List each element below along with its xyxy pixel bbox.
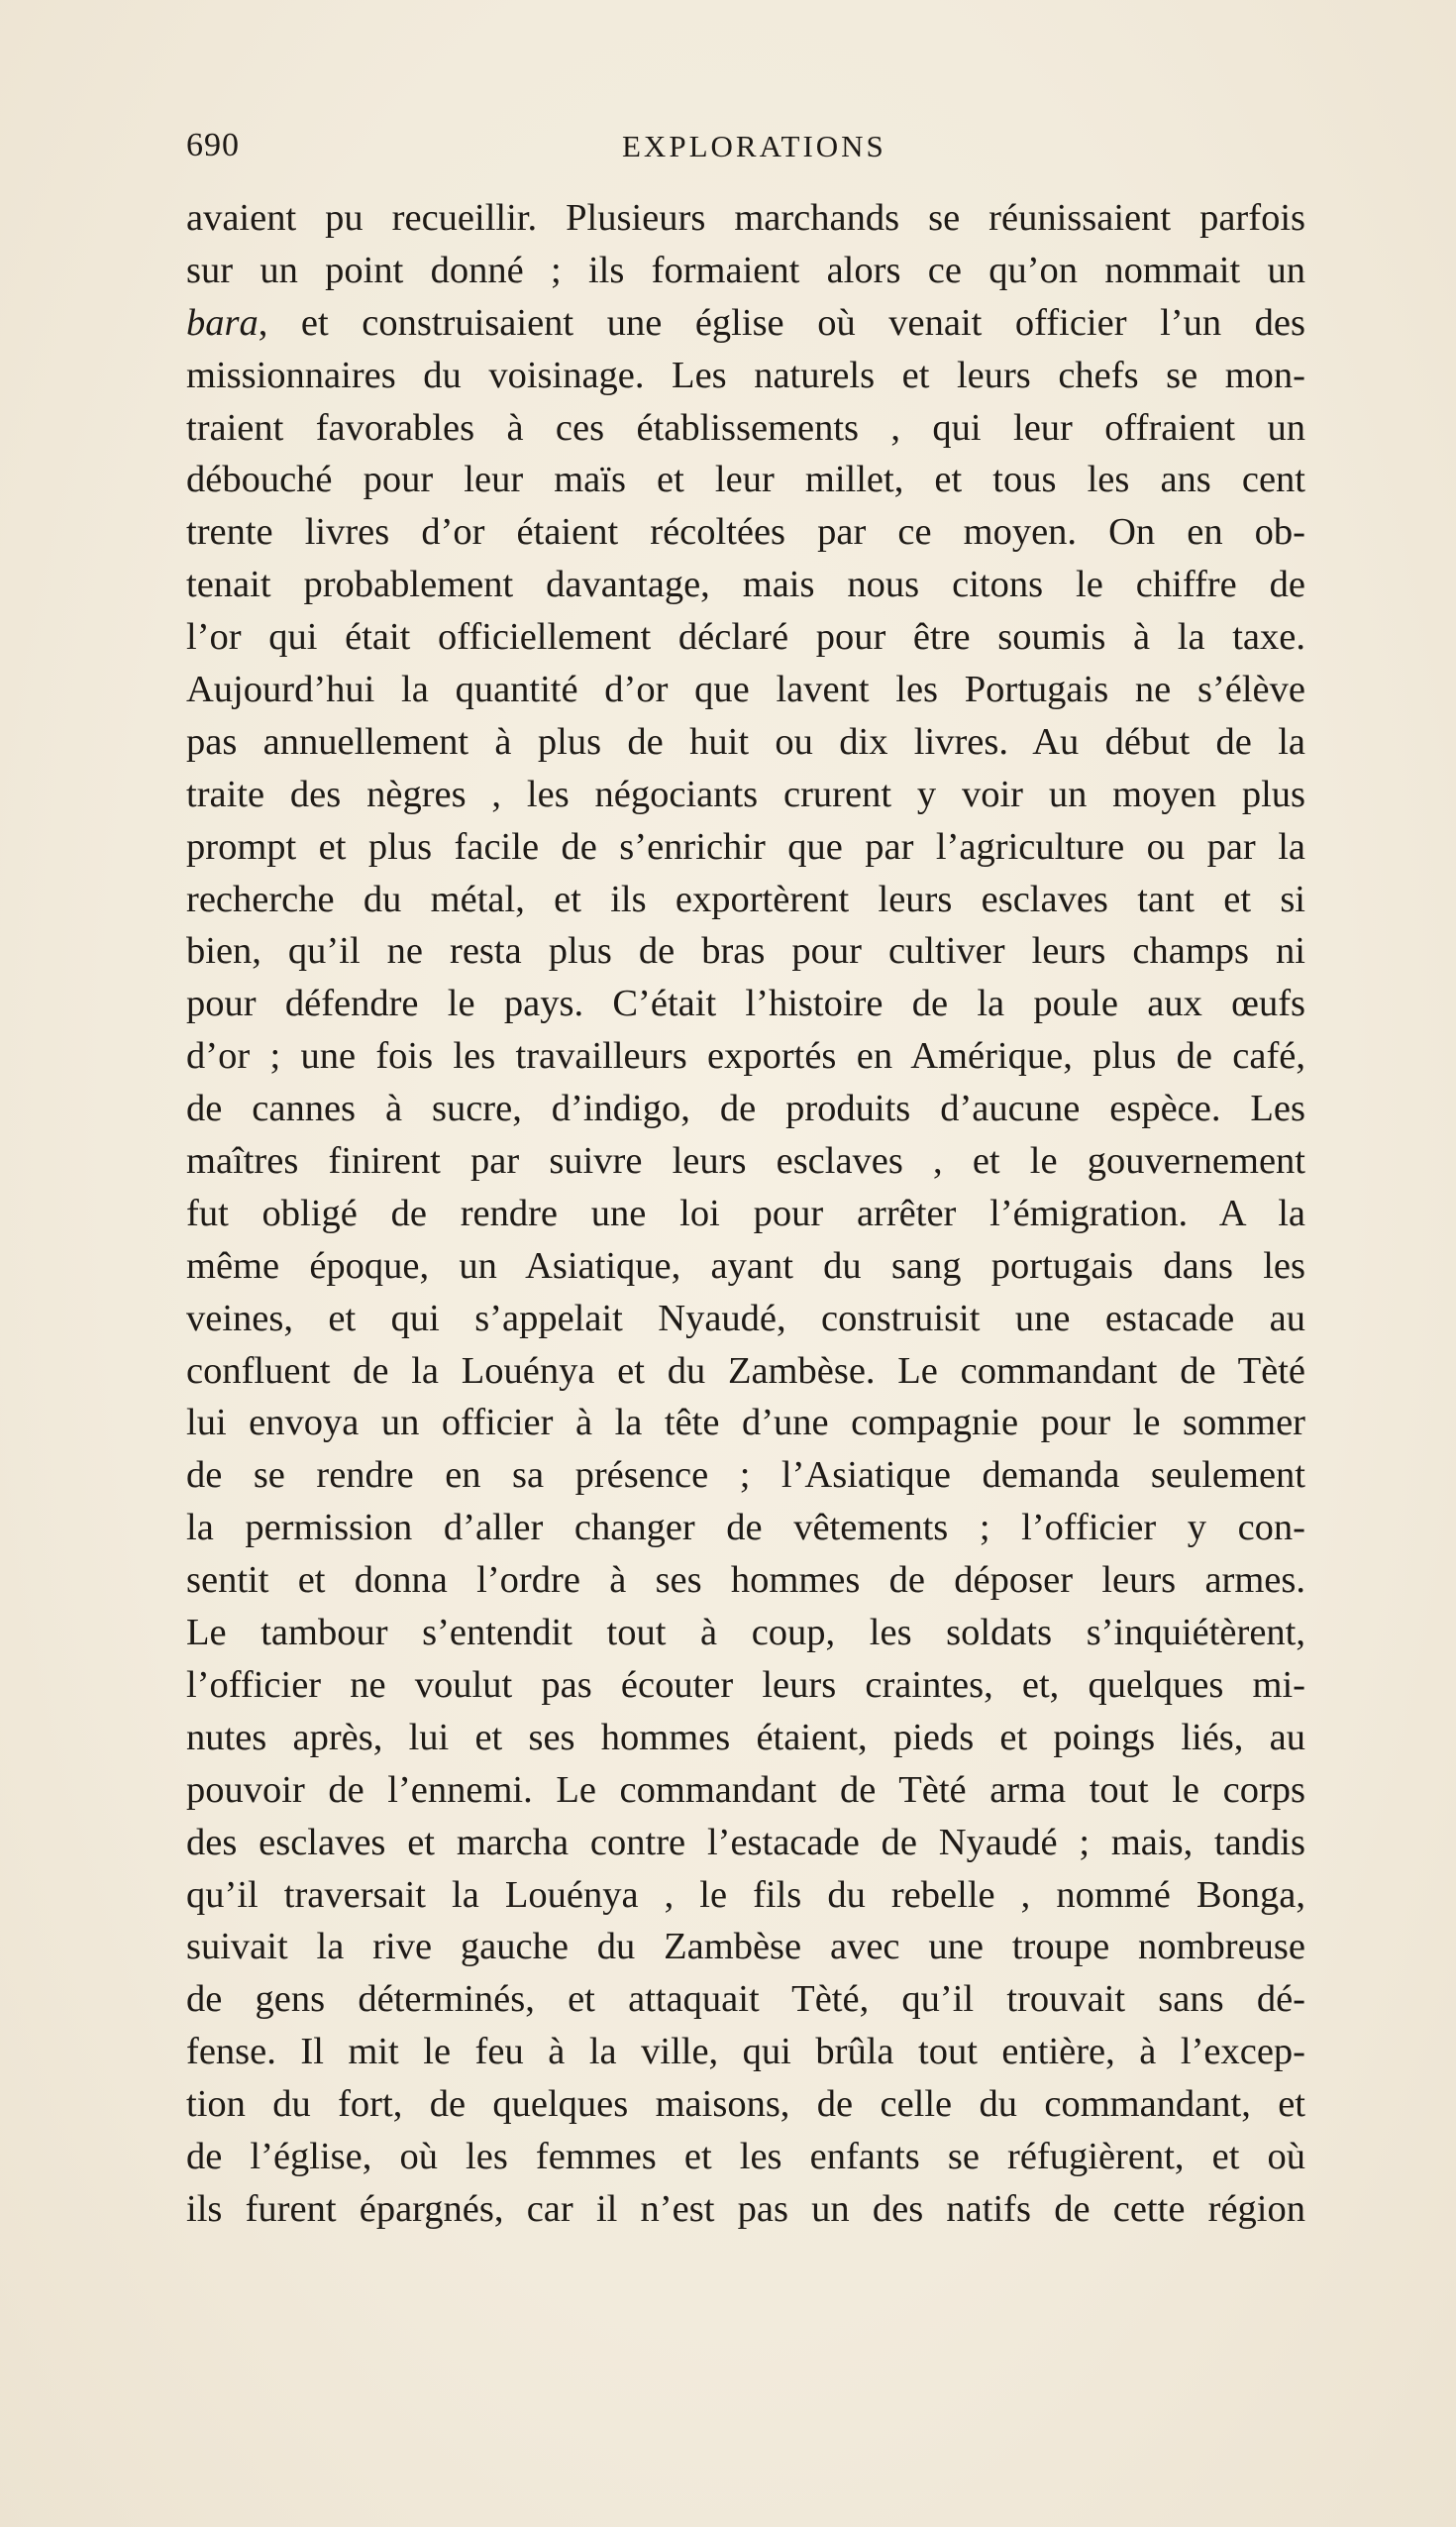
text-line: confluent de la Louénya et du Zambèse. Le commandant de Tèté — [186, 1349, 1305, 1392]
text-line: recherche du métal, et ils exportèrent leurs esclaves tant et si — [186, 878, 1305, 920]
text-line: pouvoir de l’ennemi. Le commandant de Tèté arma tout le corps — [186, 1768, 1305, 1811]
text-line: avaient pu recueillir. Plusieurs marchands se réunissaient parfois — [186, 197, 1305, 239]
text-line: pour défendre le pays. C’était l’histoire de la poule aux œufs — [186, 983, 1305, 1025]
text-line: qu’il traversait la Louénya , le fils du rebelle , nommé Bonga, — [186, 1873, 1305, 1916]
text-line: traient favorables à ces établissements , qui leur offraient un — [186, 406, 1305, 449]
text-line: Aujourd’hui la quantité d’or que lavent les Portugais ne s’élève — [186, 669, 1305, 711]
text-line: suivait la rive gauche du Zambèse avec une troupe nombreuse — [186, 1926, 1305, 1968]
text-line: bien, qu’il ne resta plus de bras pour cultiver leurs champs ni — [186, 930, 1305, 973]
text-line: de l’église, où les femmes et les enfants se réfugièrent, et où — [186, 2135, 1305, 2177]
text-line: lui envoya un officier à la tête d’une compagnie pour le sommer — [186, 1402, 1305, 1444]
text-line: de se rendre en sa présence ; l’Asiatique demanda seulement — [186, 1454, 1305, 1497]
text-line: sur un point donné ; ils formaient alors ce qu’on nommait un — [186, 249, 1305, 291]
text-line: ils furent épargnés, car il n’est pas un des natifs de cette région — [186, 2187, 1305, 2230]
italic-term: bara — [186, 301, 259, 344]
text-line: l’officier ne voulut pas écouter leurs craintes, et, quelques mi- — [186, 1663, 1305, 1706]
text-line: de gens déterminés, et attaquait Tèté, qu’il trouvait sans dé- — [186, 1978, 1305, 2021]
text-line: fut obligé de rendre une loi pour arrêter l’émigration. A la — [186, 1192, 1305, 1234]
body-text — [186, 192, 1305, 2236]
text-line: fense. Il mit le feu à la ville, qui brûla tout entière, à l’excep- — [186, 2031, 1305, 2073]
text-line: des esclaves et marcha contre l’estacade de Nyaudé ; mais, tandis — [186, 1821, 1305, 1863]
text-line — [186, 297, 1305, 350]
text-line: débouché pour leur maïs et leur millet, et tous les ans cent — [186, 459, 1305, 501]
text-line: veines, et qui s’appelait Nyaudé, construisit une estacade au — [186, 1297, 1305, 1339]
text-line: trente livres d’or étaient récoltées par ce moyen. On en ob- — [186, 511, 1305, 554]
text-line: d’or ; une fois les travailleurs exportés en Amérique, plus de café, — [186, 1035, 1305, 1078]
text-line: Le tambour s’entendit tout à coup, les soldats s’inquiétèrent, — [186, 1612, 1305, 1654]
text-line-rest: , et construisaient une église où venait officier l’un des — [258, 301, 1305, 344]
text-line: missionnaires du voisinage. Les naturels et leurs chefs se mon- — [186, 354, 1305, 396]
text-line: sentit et donna l’ordre à ses hommes de déposer leurs armes. — [186, 1559, 1305, 1602]
page-number: 690 — [186, 127, 240, 163]
text-line: tenait probablement davantage, mais nous citons le chiffre de — [186, 564, 1305, 606]
text-line: de cannes à sucre, d’indigo, de produits d’aucune espèce. Les — [186, 1088, 1305, 1130]
page-header — [186, 127, 1305, 174]
text-line: prompt et plus facile de s’enrichir que par l’agriculture ou par la — [186, 825, 1305, 868]
text-line: l’or qui était officiellement déclaré pour être soumis à la taxe. — [186, 616, 1305, 659]
running-title: EXPLORATIONS — [622, 129, 886, 163]
text-line: pas annuellement à plus de huit ou dix livres. Au début de la — [186, 720, 1305, 763]
text-line: nutes après, lui et ses hommes étaient, pieds et poings liés, au — [186, 1716, 1305, 1758]
text-line: tion du fort, de quelques maisons, de celle du commandant, et — [186, 2083, 1305, 2126]
text-line: même époque, un Asiatique, ayant du sang portugais dans les — [186, 1244, 1305, 1287]
text-line: traite des nègres , les négociants crurent y voir un moyen plus — [186, 773, 1305, 815]
text-line: la permission d’aller changer de vêtements ; l’officier y con- — [186, 1507, 1305, 1549]
text-line: maîtres finirent par suivre leurs esclaves , et le gouvernement — [186, 1140, 1305, 1183]
